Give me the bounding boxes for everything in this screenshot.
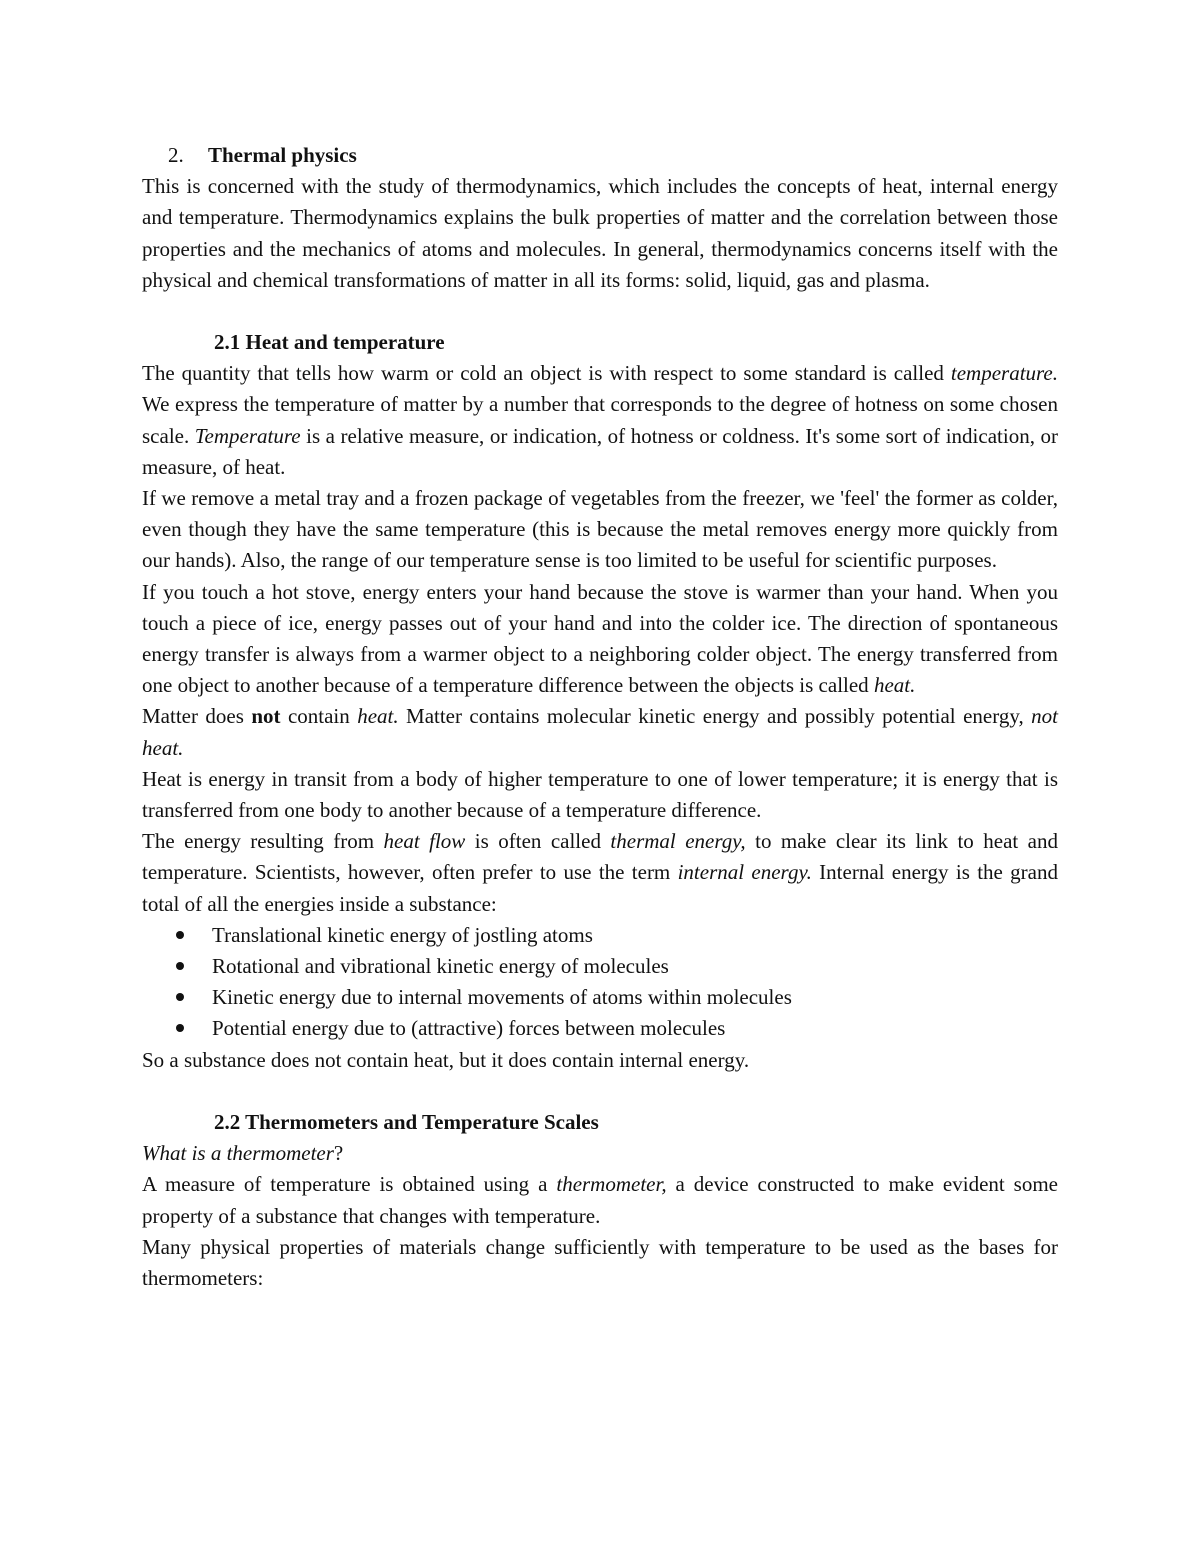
subsection-heading-2-1: 2.1 Heat and temperature xyxy=(214,330,445,355)
paragraph-temperature-definition: The quantity that tells how warm or cold an object is with respect to some standard is called temperature. We express the temperature of matter by a number that corresponds to the degree of hotness on some chosen scale. Temperature is a relative measure, or indication, of hotness or coldness. It's some sort of indication, or measure, of heat. xyxy=(142,361,1058,479)
question-line: What is a thermometer? xyxy=(142,1141,344,1166)
list-item: Rotational and vibrational kinetic energy of molecules xyxy=(142,951,1058,982)
paragraph-summary: So a substance does not contain heat, but it does contain internal energy. xyxy=(142,1047,750,1072)
paragraph-matter-heat: Matter does not contain heat. Matter contains molecular kinetic energy and possibly potential energy, not heat. xyxy=(142,704,1058,760)
paragraph-thermometer-definition: A measure of temperature is obtained using a thermometer, a device constructed to make evident some property of a substance that changes with temperature. xyxy=(142,1172,1058,1228)
bullet-icon xyxy=(176,962,184,970)
list-item: Translational kinetic energy of jostling atoms xyxy=(142,920,1058,951)
section-heading xyxy=(142,140,1058,171)
list-item: Kinetic energy due to internal movements of atoms within molecules xyxy=(142,982,1058,1013)
section-title: Thermal physics xyxy=(208,143,357,167)
bullet-icon xyxy=(176,1024,184,1032)
subsection-heading-2-2: 2.2 Thermometers and Temperature Scales xyxy=(214,1109,599,1134)
intro-paragraph: This is concerned with the study of thermodynamics, which includes the concepts of heat, internal energy and temperature. Thermodynamics explains the bulk properties of matter and the correlation between those properties and the mechanics of atoms and molecules. In general, thermodynamics concerns itself with the physical and chemical transformations of matter in all its forms: solid, liquid, gas and plasma. xyxy=(142,174,1058,292)
paragraph-internal-energy: The energy resulting from heat flow is often called thermal energy, to make clear its link to heat and temperature. Scientists, however, often prefer to use the term internal energy. Internal energy is the grand total of all the energies inside a substance: xyxy=(142,829,1059,916)
paragraph-heat-in-transit: Heat is energy in transit from a body of higher temperature to one of lower temperature; it is energy that is transferred from one body to another because of a temperature difference. xyxy=(142,766,1058,823)
section-number: 2. xyxy=(168,143,184,167)
paragraph-physical-properties: Many physical properties of materials change sufficiently with temperature to be used as the bases for thermometers: xyxy=(142,1234,1058,1290)
bullet-icon xyxy=(176,931,184,939)
bullet-icon xyxy=(176,993,184,1001)
paragraph-freezer-example: If we remove a metal tray and a frozen package of vegetables from the freezer, we 'feel' the former as colder, even though they have the same temperature (this is because the metal removes energy more quickly from our hands). Also, the range of our temperature sense is too limited to be useful for scientific purposes. xyxy=(142,486,1058,573)
energy-list xyxy=(142,920,1058,1045)
document-page xyxy=(142,140,1058,1294)
list-item: Potential energy due to (attractive) forces between molecules xyxy=(142,1013,1058,1044)
paragraph-heat-transfer: If you touch a hot stove, energy enters your hand because the stove is warmer than your hand. When you touch a piece of ice, energy passes out of your hand and into the colder ice. The direction of spontaneous energy transfer is always from a warmer object to a neighboring colder object. The energy transferred from one object to another because of a temperature difference between the objects is called heat. xyxy=(142,579,1058,698)
